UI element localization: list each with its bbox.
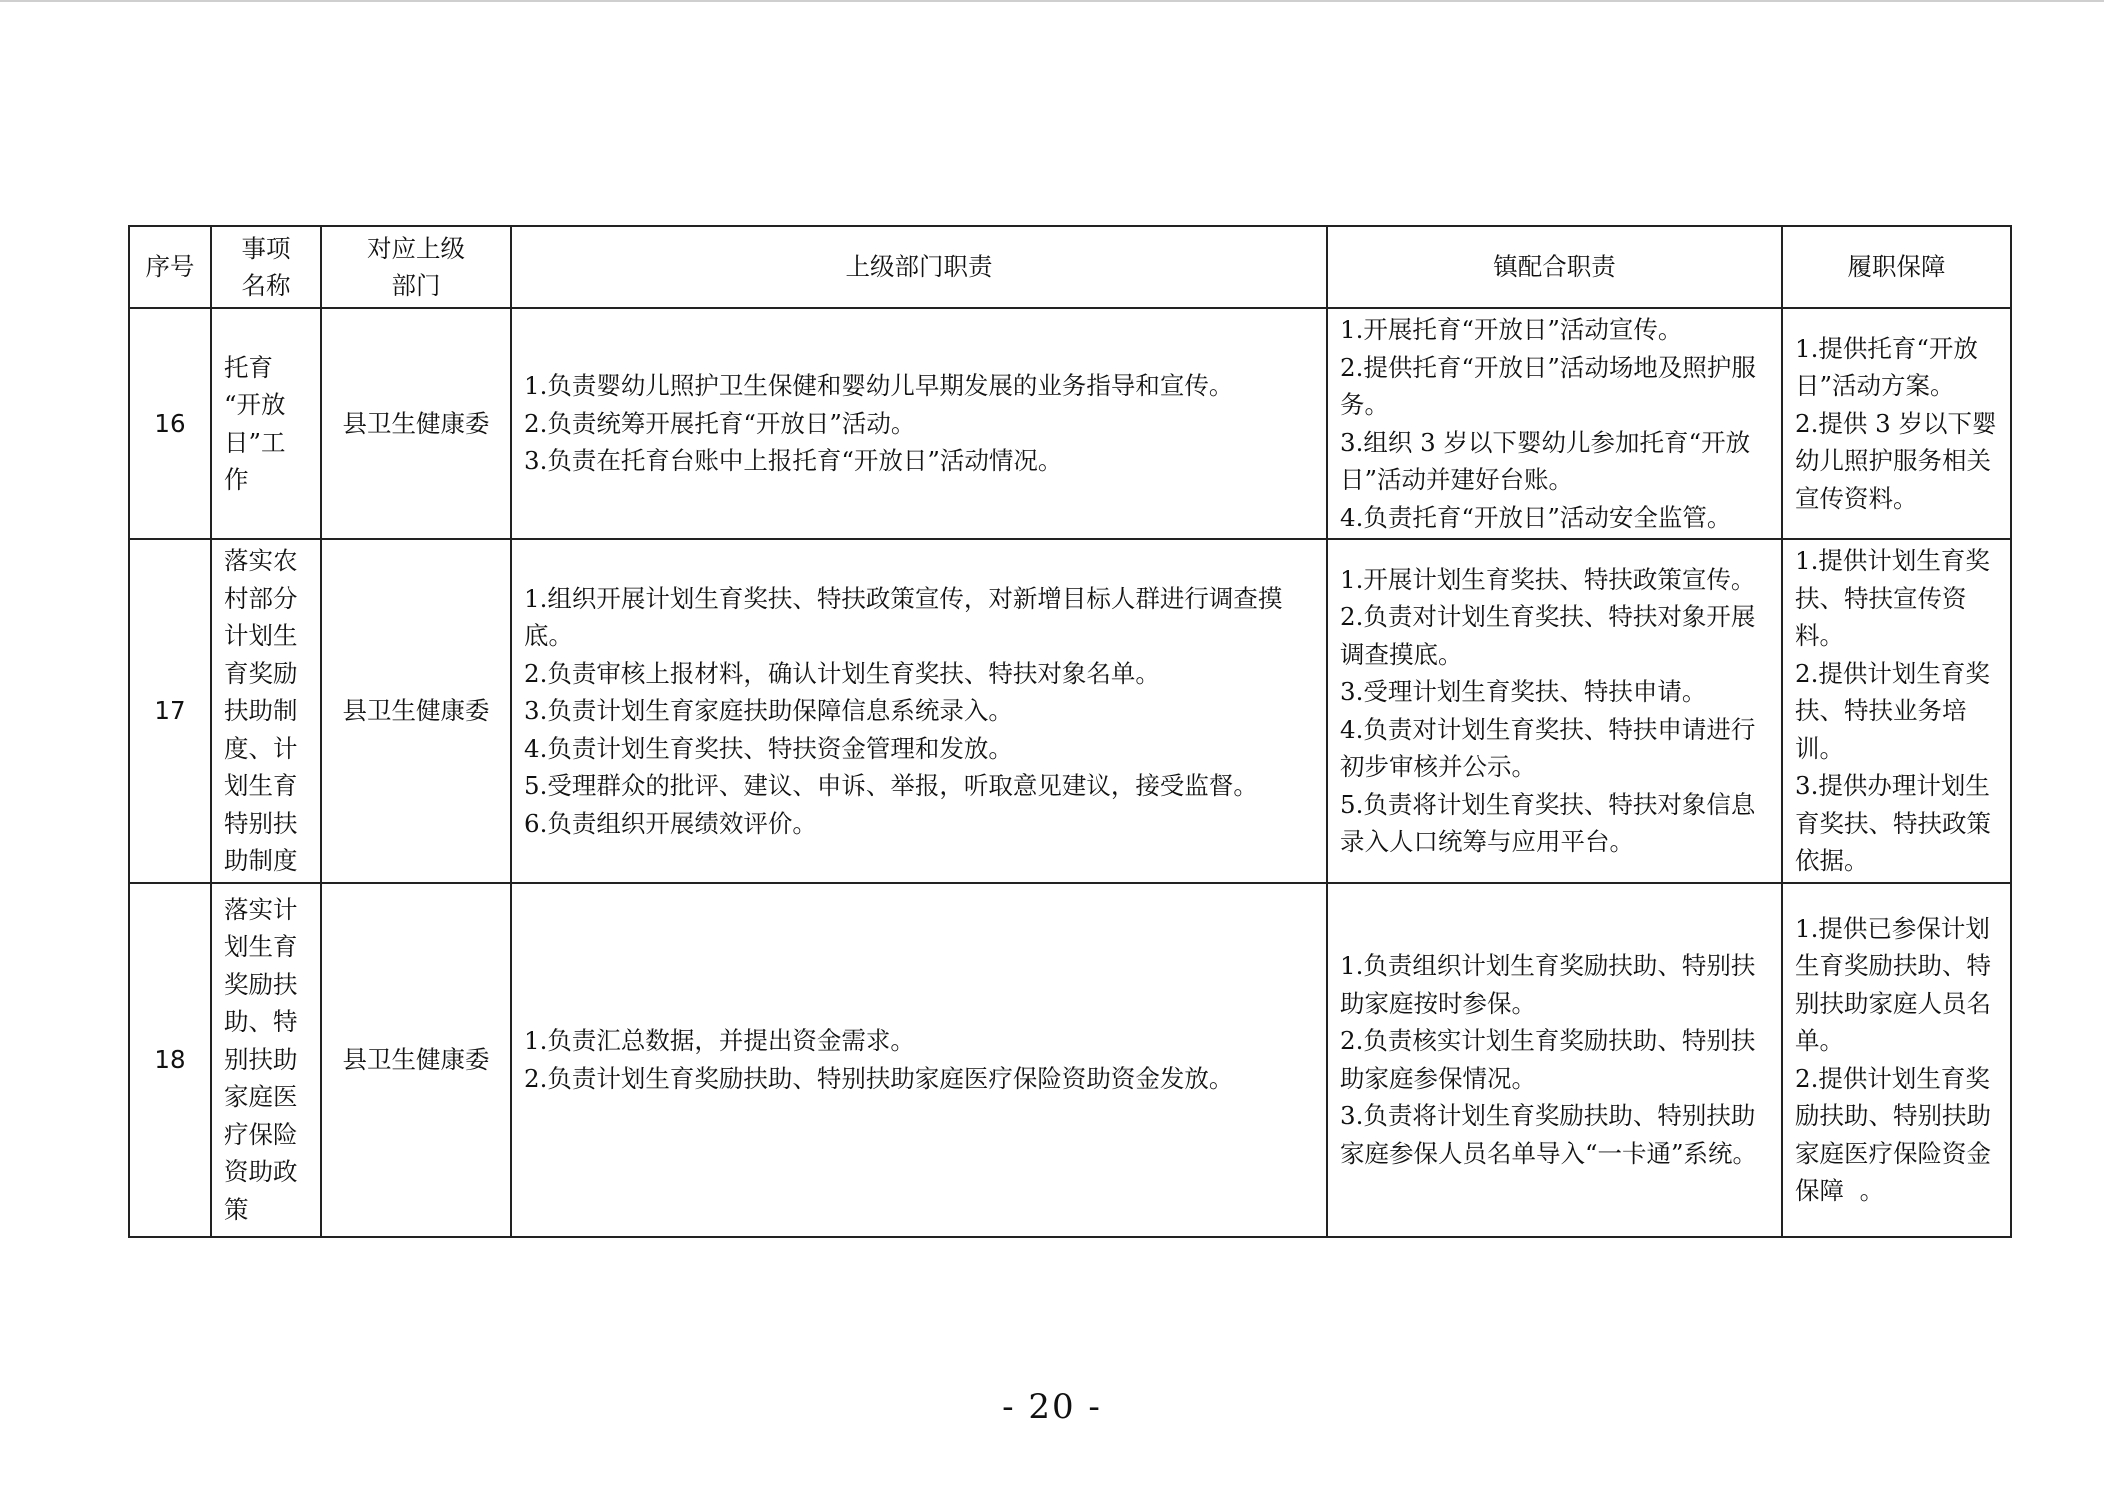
cell-guarantee bbox=[1782, 539, 2011, 883]
duty-line: 1.负责组织计划生育奖励扶助、特别扶助家庭按时参保。 bbox=[1340, 951, 1756, 1018]
duty-line: 6.负责组织开展绩效评价。 bbox=[524, 808, 817, 838]
header-town-duties: 镇配合职责 bbox=[1327, 226, 1782, 308]
duty-line: 1.组织开展计划生育奖扶、特扶政策宣传，对新增目标人群进行调查摸底。 bbox=[524, 583, 1283, 650]
duty-line: 1.负责婴幼儿照护卫生保健和婴幼儿早期发展的业务指导和宣传。 bbox=[524, 371, 1234, 401]
table-row bbox=[129, 539, 2011, 883]
duty-line: 1.提供已参保计划生育奖励扶助、特别扶助家庭人员名单。 bbox=[1795, 913, 1991, 1055]
duties-table bbox=[128, 225, 2012, 1238]
duty-line: 3.负责计划生育家庭扶助保障信息系统录入。 bbox=[524, 696, 1013, 725]
page-number: - 20 - bbox=[1002, 1387, 1102, 1427]
cell-guarantee bbox=[1782, 308, 2011, 539]
cell-item-name: 落实农 村部分 计划生 育奖励 扶助制 度、计 划生育 特别扶 助制度 bbox=[211, 539, 321, 883]
duty-line: 1.开展计划生育奖扶、特扶政策宣传。 bbox=[1340, 564, 1756, 594]
duty-line: 4.负责托育“开放日”活动安全监管。 bbox=[1340, 502, 1732, 532]
table-header-row bbox=[129, 226, 2011, 308]
duty-line: 4.负责对计划生育奖扶、特扶申请进行初步审核并公示。 bbox=[1340, 714, 1756, 782]
cell-superior-duties bbox=[511, 539, 1327, 883]
header-guarantee: 履职保障 bbox=[1782, 226, 2011, 308]
duty-line: 2.提供 3 岁以下婴幼儿照护服务相关宣传资料。 bbox=[1795, 408, 1997, 513]
cell-item-name: 落实计 划生育 奖励扶 助、特 别扶助 家庭医 疗保险 资助政 策 bbox=[211, 883, 321, 1237]
duty-line: 1.提供计划生育奖扶、特扶宣传资料。 bbox=[1795, 546, 1990, 650]
duty-line: 4.负责计划生育奖扶、特扶资金管理和发放。 bbox=[524, 733, 1013, 763]
table-row bbox=[129, 308, 2011, 539]
duty-line: 1.提供托育“开放日”活动方案。 bbox=[1795, 333, 1978, 401]
cell-superior-dept: 县卫生健康委 bbox=[321, 539, 511, 883]
duty-line: 2.负责计划生育奖励扶助、特别扶助家庭医疗保险资助资金发放。 bbox=[524, 1063, 1234, 1093]
cell-item-name: 托育 “开放 日”工 作 bbox=[211, 308, 321, 539]
cell-superior-dept: 县卫生健康委 bbox=[321, 308, 511, 539]
cell-superior-duties bbox=[511, 308, 1327, 539]
duty-line: 1.负责汇总数据，并提出资金需求。 bbox=[524, 1026, 915, 1055]
duty-line: 3.提供办理计划生育奖扶、特扶政策依据。 bbox=[1795, 771, 1991, 875]
duty-line: 3.负责将计划生育奖励扶助、特别扶助家庭参保人员名单导入“一卡通”系统。 bbox=[1340, 1101, 1758, 1168]
cell-seq: 18 bbox=[129, 883, 211, 1237]
duty-line: 2.提供托育“开放日”活动场地及照护服务。 bbox=[1340, 352, 1756, 419]
top-border-line bbox=[0, 0, 2104, 2]
cell-town-duties bbox=[1327, 883, 1782, 1237]
cell-seq: 16 bbox=[129, 308, 211, 539]
cell-town-duties bbox=[1327, 308, 1782, 539]
duty-line: 2.负责统筹开展托育“开放日”活动。 bbox=[524, 408, 916, 438]
table-row bbox=[129, 883, 2011, 1237]
duty-line: 2.负责审核上报材料，确认计划生育奖扶、特扶对象名单。 bbox=[524, 658, 1160, 688]
header-seq: 序号 bbox=[129, 226, 211, 308]
duty-line: 3.负责在托育台账中上报托育“开放日”活动情况。 bbox=[524, 446, 1063, 476]
header-superior-dept: 对应上级 部门 bbox=[321, 226, 511, 308]
cell-superior-dept: 县卫生健康委 bbox=[321, 883, 511, 1237]
duty-line: 1.开展托育“开放日”活动宣传。 bbox=[1340, 315, 1683, 344]
cell-guarantee bbox=[1782, 883, 2011, 1237]
duty-line: 5.负责将计划生育奖扶、特扶对象信息录入人口统筹与应用平台。 bbox=[1340, 789, 1756, 857]
duty-line: 3.受理计划生育奖扶、特扶申请。 bbox=[1340, 677, 1707, 707]
duty-line: 2.负责核实计划生育奖励扶助、特别扶助家庭参保情况。 bbox=[1340, 1026, 1756, 1093]
duty-line: 3.组织 3 岁以下婴幼儿参加托育“开放日”活动并建好台账。 bbox=[1340, 427, 1751, 494]
header-item-name: 事项 名称 bbox=[211, 226, 321, 308]
cell-seq: 17 bbox=[129, 539, 211, 883]
duty-line: 5.受理群众的批评、建议、申诉、举报，听取意见建议，接受监督。 bbox=[524, 771, 1258, 800]
cell-superior-duties bbox=[511, 883, 1327, 1237]
duty-line: 2.负责对计划生育奖扶、特扶对象开展调查摸底。 bbox=[1340, 602, 1756, 669]
duty-line: 2.提供计划生育奖扶、特扶业务培训。 bbox=[1795, 658, 1990, 763]
header-superior-duties: 上级部门职责 bbox=[511, 226, 1327, 308]
cell-town-duties bbox=[1327, 539, 1782, 883]
duty-line: 2.提供计划生育奖励扶助、特别扶助家庭医疗保险资金保障 。 bbox=[1795, 1063, 1991, 1205]
